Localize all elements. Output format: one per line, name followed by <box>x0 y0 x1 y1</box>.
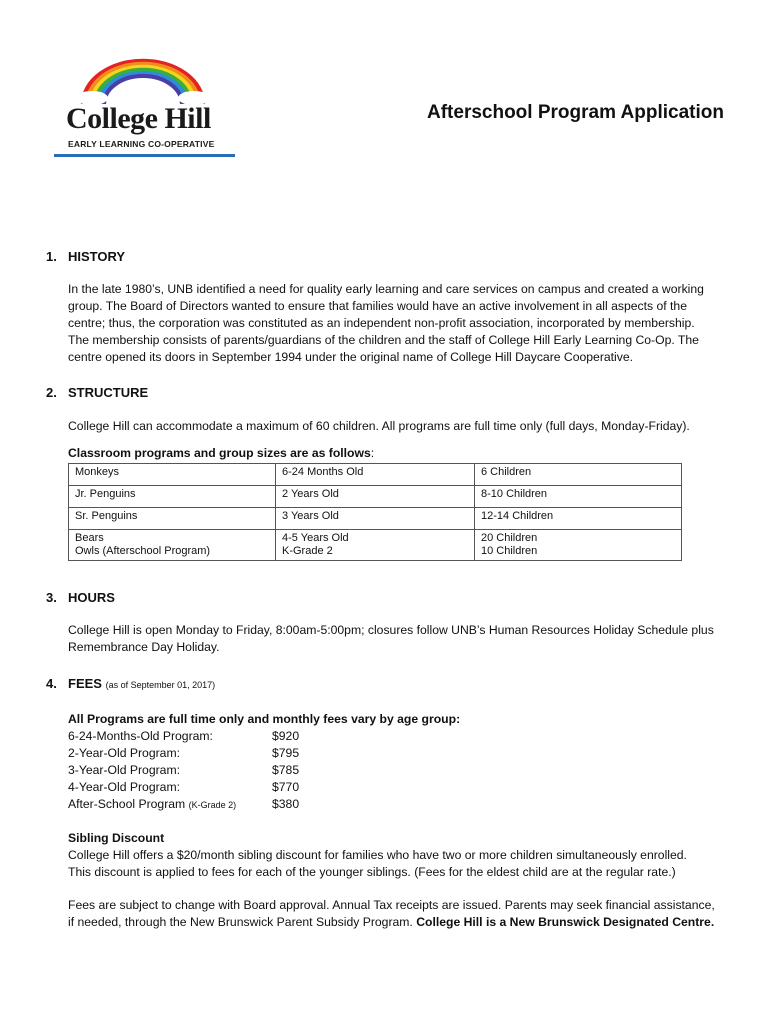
fee-program-name: 2-Year-Old Program: <box>68 746 180 760</box>
table-row <box>69 530 682 561</box>
fee-amount: $770 <box>272 780 300 794</box>
history-title: HISTORY <box>68 249 126 264</box>
program-owls: Owls (Afterschool Program) <box>75 545 211 557</box>
sibling-line: This discount is applied to fees for each of the younger siblings. (Fees for the eldest child are at the regular rate.) <box>68 865 676 879</box>
structure-title: STRUCTURE <box>68 385 149 400</box>
closing-line <box>68 914 730 931</box>
fees-number: 4. <box>46 676 57 691</box>
fees-body <box>68 711 730 931</box>
fee-program-name-with-note <box>68 796 272 814</box>
age-cell <box>276 530 475 561</box>
hours-body <box>68 622 730 656</box>
closing-plain: if needed, through the New Brunswick Parent Subsidy Program. <box>68 915 417 929</box>
fee-row <box>68 745 730 762</box>
fee-program-name: 6-24-Months-Old Program: <box>68 729 213 743</box>
classroom-label <box>68 446 374 460</box>
program-cell: Sr. Penguins <box>69 508 276 530</box>
fee-amount: $920 <box>272 729 300 743</box>
structure-number: 2. <box>46 385 57 400</box>
fees-title: FEES <box>68 676 102 691</box>
fee-row <box>68 728 730 745</box>
classroom-label-colon: : <box>370 446 375 460</box>
fee-program-name: 3-Year-Old Program: <box>68 763 180 777</box>
fee-row <box>68 796 730 814</box>
page-title: Afterschool Program Application <box>427 102 724 123</box>
college-hill-logo <box>52 50 238 160</box>
hours-number: 3. <box>46 590 57 605</box>
size-cell: 8-10 Children <box>475 486 682 508</box>
size-owls: 10 Children <box>481 545 538 557</box>
program-cell <box>69 530 276 561</box>
age-cell: 3 Years Old <box>276 508 475 530</box>
hours-title: HOURS <box>68 590 115 605</box>
history-line: group. The Board of Directors wanted to ensure that families would have an active involvement in all aspects of the <box>68 299 687 313</box>
age-owls: K-Grade 2 <box>282 545 333 557</box>
closing-line: Fees are subject to change with Board approval. Annual Tax receipts are issued. Parents may seek financial assistance, <box>68 898 715 912</box>
program-cell: Jr. Penguins <box>69 486 276 508</box>
structure-body <box>68 418 730 435</box>
fee-amount: $795 <box>272 746 300 760</box>
classroom-label-text: Classroom programs and group sizes are as follows <box>68 446 371 460</box>
history-line: centre; thus, the corporation was constituted as an independent non-profit association, incorporated by membership. <box>68 316 695 330</box>
size-cell <box>475 530 682 561</box>
sibling-heading: Sibling Discount <box>68 831 165 845</box>
rainbow-icon <box>78 54 208 104</box>
structure-heading <box>46 385 148 400</box>
structure-text: College Hill can accommodate a maximum of 60 children. All programs are full time only (full days, Monday-Friday). <box>68 419 690 433</box>
logo-subtitle: EARLY LEARNING CO-OPERATIVE <box>68 139 215 149</box>
fee-program-name: After-School Program <box>68 797 189 811</box>
fees-intro: All Programs are full time only and monthly fees vary by age group: <box>68 712 461 726</box>
history-line: The membership consists of parents/guardians of the children and the staff of College Hill Early Learning Co-Op. The <box>68 333 699 347</box>
size-bears: 20 Children <box>481 532 538 544</box>
program-cell: Monkeys <box>69 464 276 486</box>
fees-heading <box>46 676 215 691</box>
logo-name: College Hill <box>66 102 211 135</box>
table-row <box>69 508 682 530</box>
history-body <box>68 281 730 366</box>
designated-centre-note: College Hill is a New Brunswick Designated Centre. <box>416 915 715 929</box>
size-cell: 6 Children <box>475 464 682 486</box>
classroom-table <box>68 463 682 561</box>
fee-program-name: 4-Year-Old Program: <box>68 780 180 794</box>
fees-date-note: (as of September 01, 2017) <box>105 680 216 690</box>
fee-amount: $785 <box>272 763 300 777</box>
age-cell: 2 Years Old <box>276 486 475 508</box>
history-line: In the late 1980’s, UNB identified a need for quality early learning and care services on campus and created a working <box>68 282 704 296</box>
program-bears: Bears <box>75 532 104 544</box>
hours-line: College Hill is open Monday to Friday, 8:00am-5:00pm; closures follow UNB’s Human Resources Holiday Schedule plus <box>68 623 714 637</box>
fee-row <box>68 762 730 779</box>
hours-line: Remembrance Day Holiday. <box>68 640 220 654</box>
size-cell: 12-14 Children <box>475 508 682 530</box>
history-number: 1. <box>46 249 57 264</box>
history-line: centre opened its doors in September 1994 under the original name of College Hill Daycare Cooperative. <box>68 350 634 364</box>
fee-amount: $380 <box>272 797 300 811</box>
history-heading <box>46 249 125 264</box>
fee-row <box>68 779 730 796</box>
table-row <box>69 464 682 486</box>
age-cell: 6-24 Months Old <box>276 464 475 486</box>
hours-heading <box>46 590 115 605</box>
age-bears: 4-5 Years Old <box>282 532 349 544</box>
logo-underline <box>54 154 235 157</box>
sibling-line: College Hill offers a $20/month sibling discount for families who have two or more children simultaneously enrolled. <box>68 848 687 862</box>
table-row <box>69 486 682 508</box>
fee-program-note: (K-Grade 2) <box>188 800 237 810</box>
